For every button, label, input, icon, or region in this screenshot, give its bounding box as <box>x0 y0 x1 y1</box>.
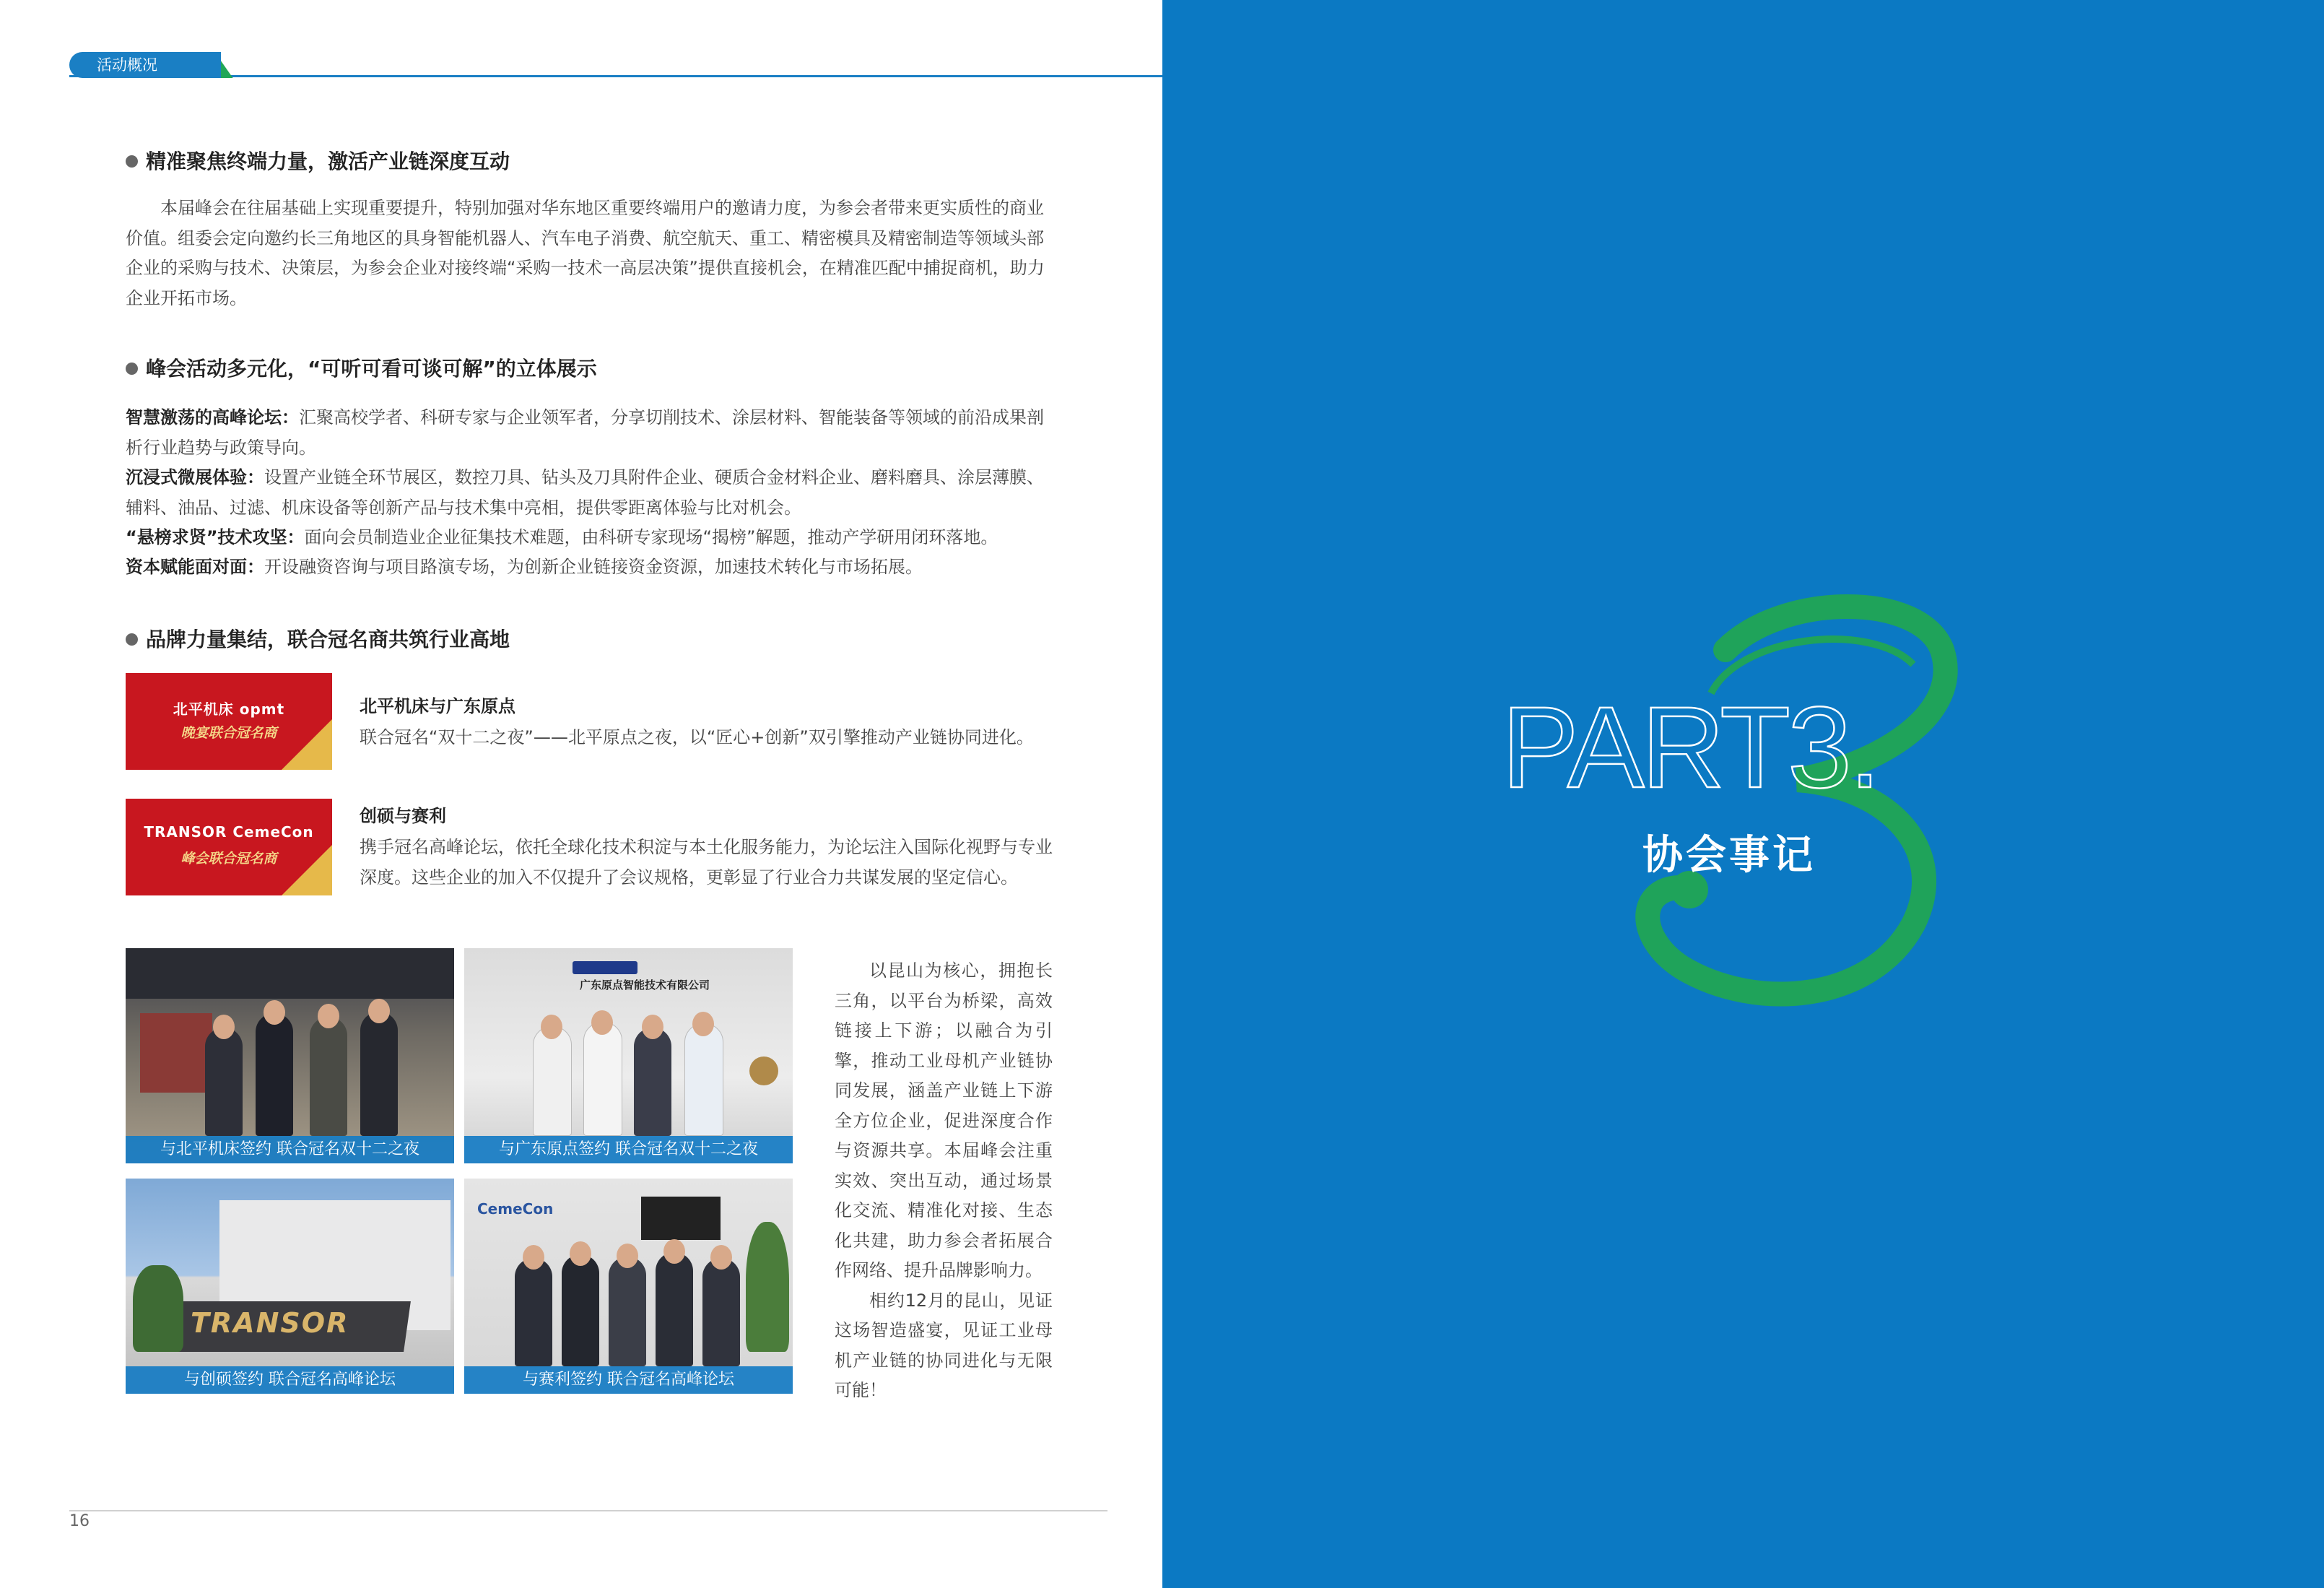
person-head <box>591 1010 613 1035</box>
person-head <box>523 1245 544 1270</box>
person-head <box>692 1012 714 1036</box>
photo-caption: 与赛利签约 联合冠名高峰论坛 <box>464 1366 793 1394</box>
section-heading-2: 峰会活动多元化，“可听可看可谈可解”的立体展示 <box>146 357 597 381</box>
person-head <box>213 1015 235 1039</box>
person-head <box>663 1239 685 1264</box>
feature-item-text: 设置产业链全环节展区，数控刀具、钻头及刀具附件企业、硬质合金材料企业、磨料磨具、涂层薄膜、辅料、油品、过滤、机床设备等创新产品与技术集中亮相，提供零距离体验与比对机会。 <box>126 467 1044 518</box>
opmt-logo-mark <box>573 961 637 974</box>
feature-item-label: 智慧激荡的高峰论坛： <box>126 407 299 428</box>
side-paragraph-2: 相约12月的昆山，见证这场智造盛宴，见证工业母机产业链的协同进化与无限可能！ <box>835 1290 1053 1400</box>
photo-backdrop <box>140 1013 212 1093</box>
person-head <box>642 1015 663 1039</box>
sponsor-logo-tagline: 晚宴联合冠名商 <box>180 725 277 741</box>
cemecon-wall-logo: CemeCon <box>477 1200 554 1218</box>
feature-item-text: 开设融资咨询与项目路演专场，为创新企业链接资金资源，加速技术转化与市场拓展。 <box>264 557 923 577</box>
photo-caption: 与北平机床签约 联合冠名双十二之夜 <box>126 1136 454 1163</box>
signing-photo-2 <box>464 948 793 1163</box>
section-heading-3: 品牌力量集结，联合冠名商共筑行业高地 <box>146 628 510 651</box>
side-paragraph-1: 以昆山为核心，拥抱长三角，以平台为桥梁，高效链接上下游；以融合为引擎，推动工业母机产业链协同发展，涵盖产业链上下游全方位企业，促进深度合作与资源共享。本届峰会注重实效、突出互动，通过场景化交流、精准化对接、生态化共建，助力参会者拓展合作网络、提升品牌影响力。 <box>835 960 1053 1280</box>
right-page-cover <box>1162 0 2324 1588</box>
sponsor-title: 北平机床与广东原点 <box>360 696 515 716</box>
person-figure <box>205 1028 243 1136</box>
cover-subtitle: 协会事记 <box>1642 832 1816 879</box>
person-figure <box>562 1254 599 1366</box>
feature-item <box>126 523 1057 553</box>
tree <box>133 1265 183 1352</box>
person-head <box>318 1004 339 1028</box>
sponsor-logo-text: 北平机床 opmt <box>173 700 285 718</box>
sponsor-description: 携手冠名高峰论坛，依托全球化技术积淀与本土化服务能力，为论坛注入国际化视野与专业深度。这些企业的加入不仅提升了会议规格，更彰显了行业合力共谋发展的坚定信心。 <box>360 837 1053 888</box>
person-figure <box>656 1252 693 1366</box>
person-figure <box>256 1013 293 1136</box>
signing-photo-4 <box>464 1179 793 1394</box>
person-head <box>541 1015 562 1039</box>
wall-screen <box>641 1197 721 1240</box>
sponsor-title: 创硕与赛利 <box>360 806 446 826</box>
trophy-globe <box>749 1057 778 1085</box>
person-head <box>264 1000 285 1025</box>
person-figure <box>515 1258 552 1366</box>
person-figure <box>533 1026 572 1136</box>
section-tab-label: 活动概况 <box>97 56 157 74</box>
person-figure <box>684 1023 723 1136</box>
feature-item <box>126 403 1057 463</box>
feature-item-label: 资本赋能面对面： <box>126 557 264 577</box>
footer-rule <box>69 1510 1107 1511</box>
section-heading-1: 精准聚焦终端力量，激活产业链深度互动 <box>146 149 510 173</box>
person-head <box>617 1244 638 1268</box>
photo-wall-sign: 广东原点智能技术有限公司 <box>579 979 710 992</box>
company-sign-text: TRANSOR <box>191 1307 349 1339</box>
person-figure <box>609 1257 646 1366</box>
person-figure <box>583 1022 622 1136</box>
person-figure <box>360 1012 398 1136</box>
part-label <box>1502 700 2007 816</box>
feature-item <box>126 552 1057 583</box>
part-label-text: PART3. <box>1502 700 1879 812</box>
feature-item-label: “悬榜求贤”技术攻坚： <box>126 527 305 547</box>
photo-caption: 与创硕签约 联合冠名高峰论坛 <box>126 1366 454 1394</box>
person-head <box>570 1241 591 1266</box>
side-narrative <box>835 956 1053 1406</box>
signing-photo-3 <box>126 1179 454 1394</box>
signing-photo-1 <box>126 948 454 1163</box>
sponsor-logo-card-2 <box>126 799 332 895</box>
section-paragraph-1: 本届峰会在往届基础上实现重要提升，特别加强对华东地区重要终端用户的邀请力度，为参会者带来更实质性的商业价值。组委会定向邀约长三角地区的具身智能机器人、汽车电子消费、航空航天、重工、精密模具及精密制造等领域头部企业的采购与技术、决策层，为参会企业对接终端“采购一技术一高层决策”提供直接机会，在精准匹配中捕捉商机，助力企业开拓市场。 <box>126 198 1045 308</box>
sponsor-description: 联合冠名“双十二之夜”——北平原点之夜，以“匠心+创新”双引擎推动产业链协同进化。 <box>360 727 1034 747</box>
person-figure <box>634 1028 671 1136</box>
person-head <box>710 1245 732 1270</box>
feature-item-text: 汇聚高校学者、科研专家与企业领军者，分享切削技术、涂层材料、智能装备等领域的前沿成果剖析行业趋势与政策导向。 <box>126 407 1044 458</box>
plant <box>746 1222 789 1352</box>
sponsor-logo-card-1 <box>126 673 332 770</box>
person-figure <box>702 1258 740 1366</box>
sponsor-logo-text: TRANSOR CemeCon <box>144 823 314 841</box>
photo-ceiling <box>126 948 454 999</box>
feature-item-label: 沉浸式微展体验： <box>126 467 264 487</box>
sponsor-logo-tagline: 峰会联合冠名商 <box>180 851 277 867</box>
person-head <box>368 999 390 1023</box>
feature-item <box>126 463 1057 523</box>
header-rule <box>69 75 1162 77</box>
person-figure <box>310 1017 347 1136</box>
page-number: 16 <box>69 1512 90 1530</box>
feature-item-text: 面向会员制造业企业征集技术难题，由科研专家现场“揭榜”解题，推动产学研用闭环落地。 <box>304 527 998 547</box>
photo-caption: 与广东原点签约 联合冠名双十二之夜 <box>464 1136 793 1163</box>
